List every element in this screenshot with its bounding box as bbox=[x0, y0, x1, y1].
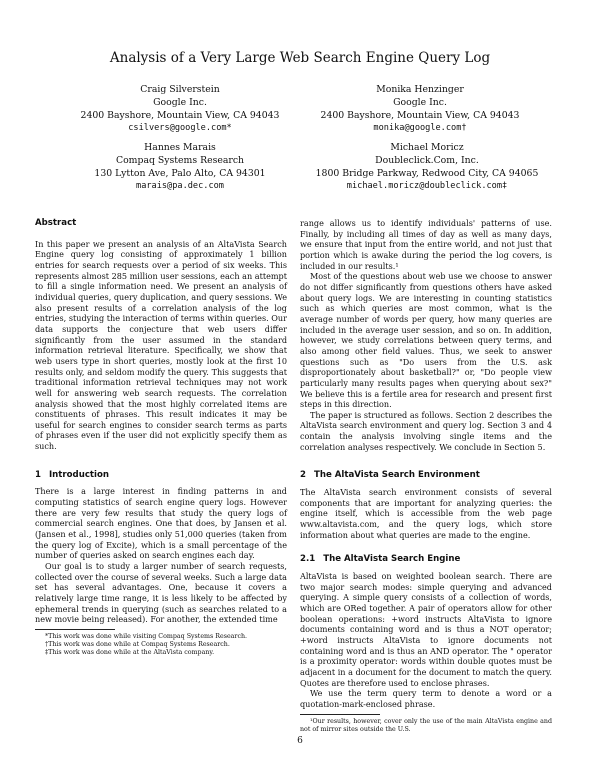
footnote-rule bbox=[300, 714, 380, 715]
author-address: 130 Lytton Ave, Palo Alto, CA 94301 bbox=[94, 168, 266, 179]
section-number: 2.1 bbox=[300, 554, 316, 565]
footnote: ‡This work was done while at the AltaVista company. bbox=[45, 648, 215, 656]
abstract-text: In this paper we present an analysis of an AltaVista Search Engine query log consisting of approximately 1 billion entries for search requests over a period of six weeks. This represents almost 285 million user sessions, each an attempt to fill a single information need. We present an analysis of individual queries, query duplication, and query sessions. We also present results of a correlation analysis of the log entries, studying the interaction of terms within queries. Our data supports the conjecture that web users differ significantly from the user assumed in the standard information retrieval literature. Specifically, we show that web users type in short queries, mostly look at the first 10 results only, and seldom modify the query. This suggests that traditional information retrieval techniques may not work well for answering web search requests. The correlation analysis showed that the most highly correlated items are constituents of phrases. This result indicates it may be useful for search engines to consider search terms as parts of phrases even if the user did not explicitly specify them as such. bbox=[35, 238, 287, 452]
paper-title: Analysis of a Very Large Web Search Engine Query Log bbox=[109, 50, 491, 66]
author-address: 2400 Bayshore, Mountain View, CA 94043 bbox=[80, 110, 280, 121]
left-column bbox=[35, 218, 287, 657]
author-email: monika@google.com† bbox=[373, 123, 467, 133]
author-org: Google Inc. bbox=[393, 97, 447, 108]
author-org: Doubleclick.Com, Inc. bbox=[375, 155, 479, 166]
paragraph: The paper is structured as follows. Section 2 describes the AltaVista search environment and query log. Section 3 and 4 contain the analysis involving single items and the correlation analyses respectively. We conclude in Section 5. bbox=[300, 409, 552, 452]
footnote: *This work was done while visiting Compaq Systems Research. bbox=[45, 632, 248, 640]
author-block bbox=[300, 83, 540, 135]
author-name: Craig Silverstein bbox=[140, 84, 220, 95]
author-name: Michael Moricz bbox=[390, 142, 464, 153]
footnote: ¹Our results, however, cover only the use of the main AltaVista engine and not of mirror sites outside the U.S. bbox=[300, 717, 552, 733]
section-title: The AltaVista Search Environment bbox=[313, 470, 480, 481]
author-name: Hannes Marais bbox=[144, 142, 216, 153]
author-block bbox=[292, 141, 562, 193]
footnote: †This work was done while at Compaq Systems Research. bbox=[45, 640, 230, 648]
author-block bbox=[70, 141, 290, 193]
paragraph: AltaVista is based on weighted boolean search. There are two major search modes: simple querying and advanced querying. A simple query consists of a collection of words, which are ORed together. A pair of operators allow for other boolean operations: +word instructs AltaVista to ignore documents containing word and is thus a NOT operator; +word instructs AltaVista to ignore documents not containing word and is thus an AND operator. The " operator is a proximity operator: words within double quotes must be adjacent in a document for the document to match the query. Quotes are therefore used to enclose phrases. bbox=[300, 571, 552, 688]
section-title: The AltaVista Search Engine bbox=[323, 554, 461, 565]
author-name: Monika Henzinger bbox=[376, 84, 464, 95]
author-block bbox=[70, 83, 290, 135]
abstract-heading: Abstract bbox=[35, 218, 77, 228]
paragraph: There is a large interest in finding patterns in and computing statistics of search engine query logs. However there are very few results that study the query logs of commercial search engines. One that does, by Jansen et al. (Jansen et al., 1998], studies only 51,000 queries (taken from the query log of Excite), which is a small percentage of the number of queries asked on search engines each day. bbox=[35, 486, 287, 561]
author-org: Compaq Systems Research bbox=[115, 155, 245, 166]
author-email: csilvers@google.com* bbox=[128, 123, 232, 133]
right-column bbox=[300, 218, 552, 734]
section21-heading bbox=[300, 554, 552, 565]
footnote-rule bbox=[35, 629, 115, 630]
paragraph: range allows us to identify individuals' patterns of use. Finally, by including all times of day as well as many days, we ensure that input from the entire world, and not just that portion which is awake during the period the log covers, is included in our results.¹ bbox=[300, 218, 552, 271]
paragraph: Our goal is to study a larger number of search requests, collected over the course of several weeks. Such a large data set has several advantages. One, because it covers a relatively large time range, it is less likely to be affected by ephemeral trends in querying (such as searches related to a new movie being released). For another, the extended time bbox=[35, 561, 287, 625]
intro-heading bbox=[35, 470, 287, 481]
paragraph: Most of the questions about web use we choose to answer do not differ significantly from questions others have asked about query logs. We are interesting in counting statistics such as which queries are most common, what is the average number of words per query, how many queries are included in the average user session, and so on. In addition, however, we study correlations between query terms, and also among other field values. Thus, we seek to answer questions such as "Do users from the U.S. ask disproportionately about basketball?" or, "Do people view particularly many results pages when querying about sex?" We believe this is a fertile area for research and present first steps in this direction. bbox=[300, 271, 552, 410]
section-number: 2 bbox=[300, 470, 306, 481]
author-address: 1800 Bridge Parkway, Redwood City, CA 94065 bbox=[315, 168, 539, 179]
author-address: 2400 Bayshore, Mountain View, CA 94043 bbox=[320, 110, 520, 121]
author-email: michael.moricz@doubleclick.com‡ bbox=[346, 181, 508, 191]
paragraph: The AltaVista search environment consists of several components that are important for analyzing queries: the engine itself, which is accessible from the web page www.altavista.com, and the query logs, which store information about what queries are made to the engine. bbox=[300, 487, 552, 540]
author-email: marais@pa.dec.com bbox=[136, 181, 224, 191]
page-number: 6 bbox=[297, 736, 303, 746]
section-title: Introduction bbox=[48, 469, 109, 480]
section2-heading bbox=[300, 470, 552, 481]
section-number: 1 bbox=[35, 469, 41, 480]
paragraph: We use the term query term to denote a word or a quotation-mark-enclosed phrase. bbox=[300, 688, 552, 709]
author-org: Google Inc. bbox=[153, 97, 207, 108]
